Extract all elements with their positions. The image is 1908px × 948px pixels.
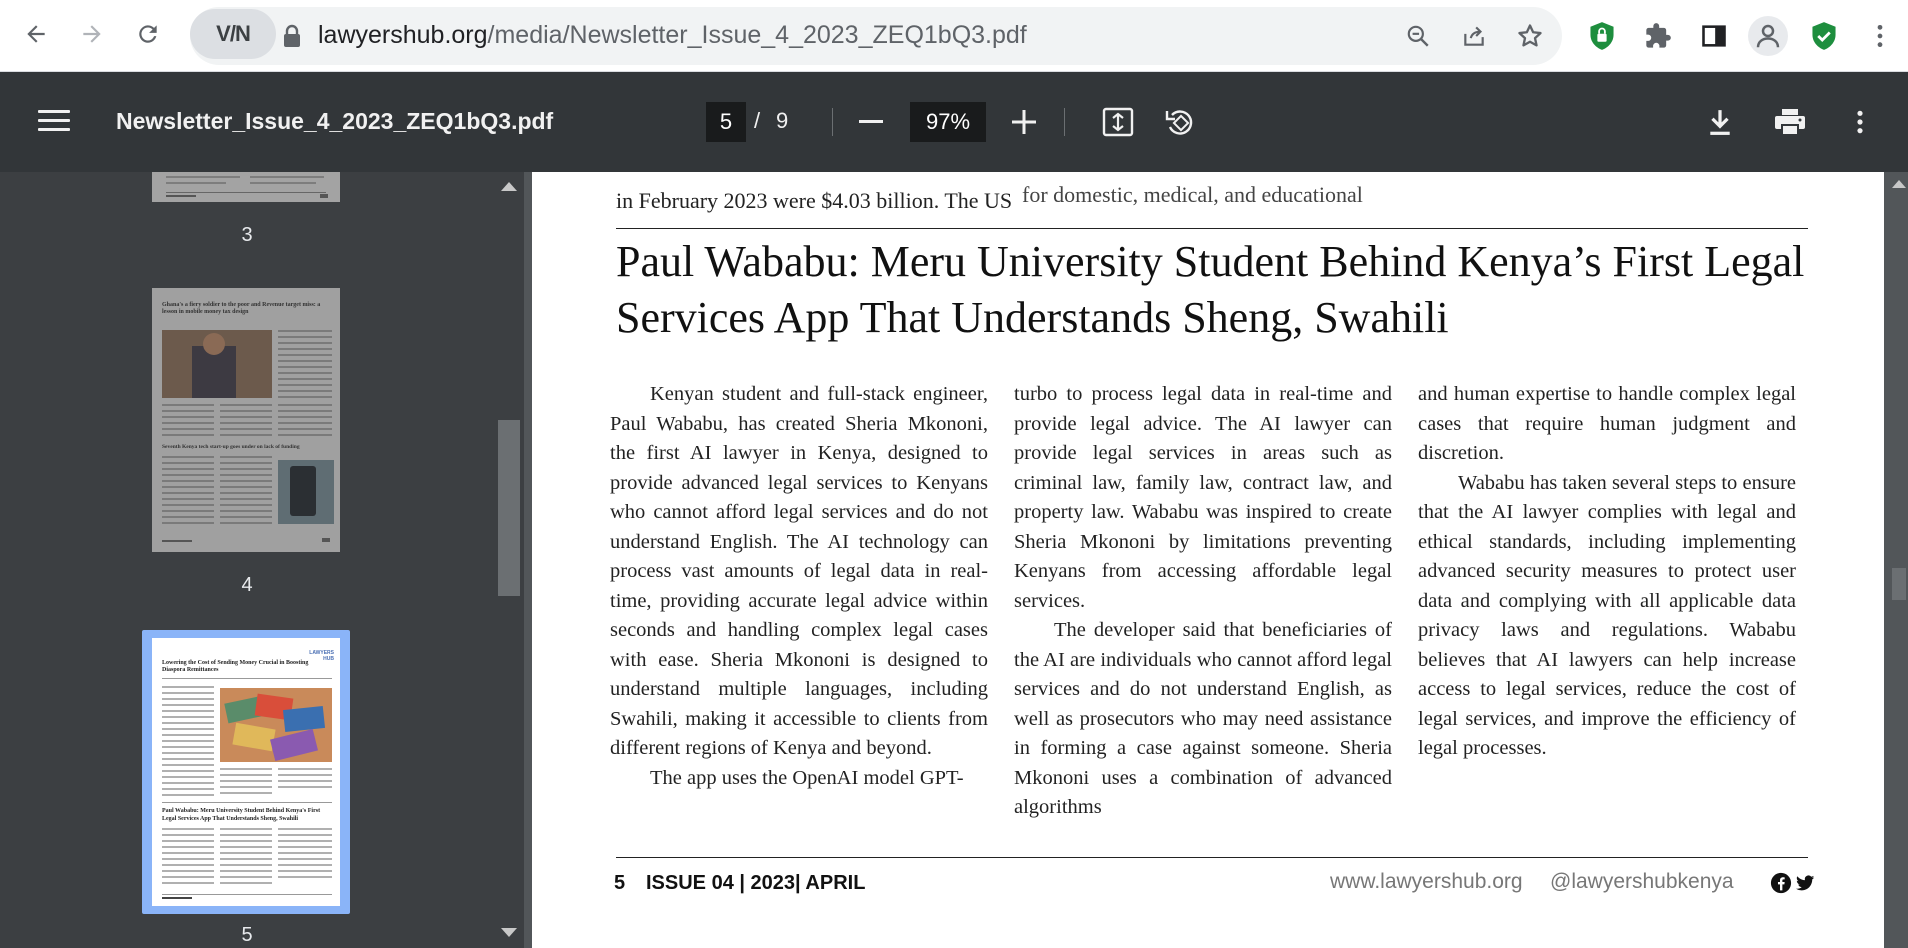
previous-article-fragment-left: in February 2023 were $4.03 billion. The US [616,188,1013,213]
column-2-paragraph-2: The developer said that beneficiaries of the AI are individuals who cannot afford legal services and do not understand English, as well as prosecutors who may need assistance in forming a case against someone. Sheria Mkononi uses a combination of advanced algorithms [1014,619,1392,818]
star-icon[interactable] [1514,20,1546,52]
share-icon[interactable] [1458,20,1490,52]
page-total: 9 [776,108,789,133]
page-number-input[interactable]: 5 [706,102,746,142]
vpn-extension-button[interactable] [190,9,276,59]
thumbnail-label-3: 3 [241,224,253,246]
thumbnail-4-subheading: Seventh Kenya tech start-up goes under on lack of funding [162,444,300,450]
lock-icon[interactable] [282,24,302,48]
column-3-paragraph-2: Wababu has taken several steps to ensure that the AI lawyer complies with legal and ethical standards, including implementing advanced security measures to protect user data and complying with all applicable data privacy laws and regulations. Wababu believes that AI lawyers can help increase access to legal services, reduce the cost of legal services, and improve the efficiency of legal processes. [1418,471,1796,759]
thumbnail-4-content [152,288,340,552]
main-scrollbar[interactable] [1890,172,1908,948]
thumbnail-page-4[interactable] [152,288,340,552]
main-scroll-thumb[interactable] [1892,568,1906,600]
thumbnail-5-badge: LAWYERS HUB [309,650,334,662]
article-column-3 [1418,380,1796,764]
rotate-icon [1164,106,1196,138]
back-icon [23,21,49,47]
fit-page-icon [1102,107,1134,137]
toolbar-divider [832,108,833,136]
print-button[interactable] [1770,102,1810,142]
scroll-up-arrow[interactable] [501,182,517,191]
more-actions-button[interactable] [1840,102,1880,142]
forward-icon [79,21,105,47]
zoom-out-icon[interactable] [1402,20,1434,52]
thumbnail-3-content [152,172,340,202]
thumbnail-page-3[interactable] [152,172,340,202]
profile-icon[interactable] [1748,16,1788,56]
article-column-1 [610,380,988,793]
pdf-page-5 [532,172,1884,948]
shield-check-icon[interactable] [1806,18,1842,54]
sidepanel-icon[interactable] [1696,18,1732,54]
url-path: /media/Newsletter_Issue_4_2023_ZEQ1bQ3.pdf [487,21,1027,49]
more-vert-icon [1856,109,1864,135]
footer-social-handle: @lawyershubkenya [1550,870,1734,893]
url-host: lawyershub.org [318,21,488,49]
column-2-paragraph-1: turbo to process legal data in real-time and provide legal advice. The AI lawyer can provide legal services in areas such as criminal law, family law, contract law, and property law. Wababu was inspired to create Sheria Mkononi by limitations preventing Kenyans from accessing affordable legal services. [1014,383,1392,612]
sidebar-scrollbar[interactable] [494,172,524,948]
footer-issue: ISSUE 04 | 2023| APRIL [646,872,866,894]
browser-toolbar [0,0,1908,72]
pdf-viewer [524,172,1908,948]
zoom-out-button[interactable] [856,104,886,140]
footer-website: www.lawyershub.org [1330,870,1523,893]
plus-icon [1012,110,1036,134]
shield-lock-icon[interactable] [1584,18,1620,54]
footer-page-number: 5 [614,872,626,894]
column-3-paragraph-1: and human expertise to handle complex legal cases that require human judgment and discretion. [1418,383,1796,464]
zoom-in-button[interactable] [1008,104,1040,140]
download-button[interactable] [1700,102,1740,142]
article-column-2 [1014,380,1392,823]
back-button[interactable] [16,14,56,54]
print-icon [1774,108,1806,136]
thumbnail-4-heading: Ghana's a fiery soldier to the poor and Revenue target miss: a lesson in mobile money tax design [162,302,321,315]
menu-icon[interactable] [38,104,70,140]
zoom-input[interactable]: 97% [910,102,986,142]
sidebar-scroll-thumb[interactable] [498,420,520,596]
thumbnail-sidebar [0,172,494,948]
puzzle-icon[interactable] [1640,18,1676,54]
vpn-label: V/N [216,21,250,46]
page-separator: / [754,108,761,133]
thumbnail-page-5[interactable] [152,638,340,906]
thumbnail-label-5: 5 [241,924,253,946]
main-scroll-up-arrow[interactable] [1892,180,1906,188]
scroll-down-arrow[interactable] [501,928,517,937]
url-text[interactable] [318,21,1027,50]
forward-button[interactable] [72,14,112,54]
thumbnail-5-content [152,638,340,906]
toolbar-divider [1064,108,1065,136]
article-headline: Paul Wababu: Meru University Student Behind Kenya’s First Legal Services App That Understands Sheng, Swahili [616,237,1805,342]
reload-icon [135,21,161,47]
thumbnail-label-4: 4 [241,574,253,596]
download-icon [1707,108,1733,136]
column-1-paragraph-2: The app uses the OpenAI model GPT- [650,766,964,789]
kebab-icon[interactable] [1862,18,1898,54]
thumbnail-5-subheading: Paul Wababu: Meru University Student Behind Kenya's First Legal Services App That Understands Sheng, Swahili [162,808,321,822]
section-rule [616,228,1808,229]
rotate-button[interactable] [1160,102,1200,142]
column-1-paragraph-1: Kenyan student and full-stack engineer, Paul Wababu, has created Sheria Mkononi, the first AI lawyer in Kenya, designed to provide advanced legal services to Kenyans who cannot afford legal services and do not understand English. The AI technology can process vast amounts of legal data in real-time, providing accurate legal advice within seconds and handling complex legal cases with ease. Sheria Mkononi is designed to understand multiple languages, including Swahili, making it accessible to clients from different regions of Kenya and beyond. [610,383,988,759]
previous-article-fragment-right: for domestic, medical, and educational [1022,182,1363,207]
document-title: Newsletter_Issue_4_2023_ZEQ1bQ3.pdf [116,108,554,134]
reload-button[interactable] [128,14,168,54]
pdf-toolbar [0,72,1908,172]
thumbnail-5-heading: Lowering the Cost of Sending Money Crucial in Boosting Diaspora Remittances [162,660,309,673]
minus-icon [859,120,883,124]
fit-page-button[interactable] [1098,102,1138,142]
